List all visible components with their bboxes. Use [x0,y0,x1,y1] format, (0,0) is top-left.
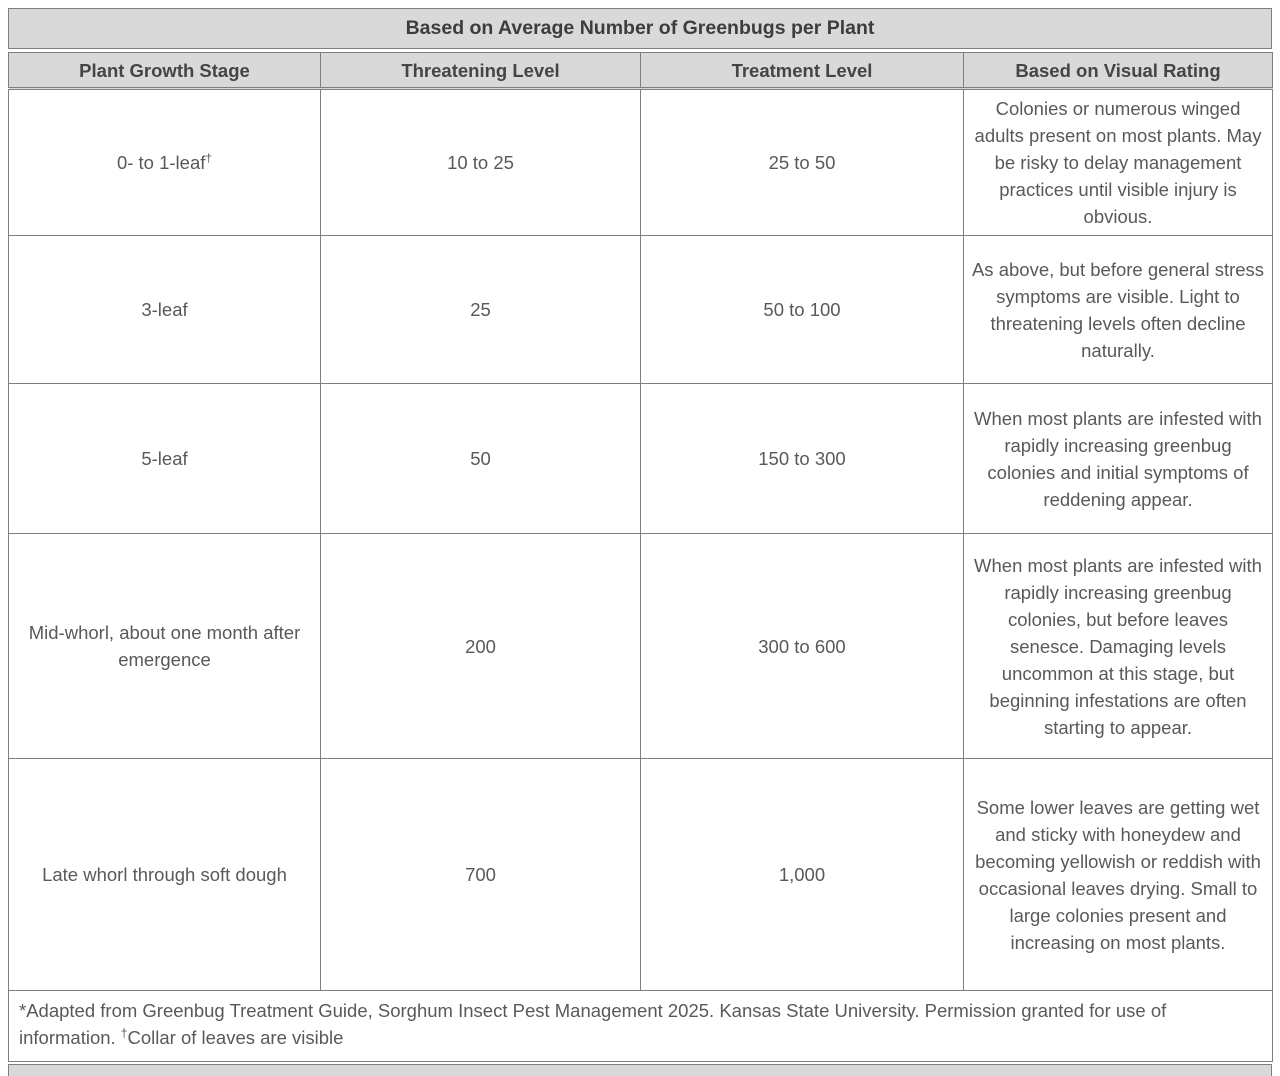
cell-stage [9,384,321,534]
dagger-mark: † [205,150,213,165]
cell-treatment-level: 150 to 300 [641,384,964,534]
cell-stage [9,89,321,236]
cell-threatening-level: 10 to 25 [321,89,641,236]
column-header-visual-rating: Based on Visual Rating [964,53,1273,89]
header-row [9,53,1273,89]
cell-visual-rating: Some lower leaves are getting wet and sticky with honeydew and becoming yellowish or reddish with occasional leaves drying. Small to large colonies present and increasing on most plants. [964,759,1273,991]
stage-text: 0- to 1-leaf [116,152,206,173]
cell-stage [9,759,321,991]
cell-threatening-level: 200 [321,534,641,759]
table-title-bar [8,8,1272,49]
table-row [9,236,1273,384]
column-header-threatening-level: Threatening Level [321,53,641,89]
table-row [9,89,1273,236]
cell-treatment-level: 50 to 100 [641,236,964,384]
footnote [9,991,1273,1062]
table-body [9,89,1273,1062]
table-row [9,534,1273,759]
stage-text: 5-leaf [141,448,188,469]
table-title: Based on Average Number of Greenbugs per Plant [405,17,875,39]
column-header-treatment-level: Treatment Level [641,53,964,89]
cell-visual-rating: Colonies or numerous winged adults present on most plants. May be risky to delay management practices until visible injury is obvious. [964,89,1273,236]
next-table-edge [8,1064,1272,1076]
cell-threatening-level: 700 [321,759,641,991]
cell-visual-rating: When most plants are infested with rapidly increasing greenbug colonies, but before leaves senesce. Damaging levels uncommon at this stage, but beginning infestations are often starting to appear. [964,534,1273,759]
cell-treatment-level: 1,000 [641,759,964,991]
cell-stage [9,236,321,384]
footnote-tail: Collar of leaves are visible [127,1027,344,1048]
table-row [9,384,1273,534]
cell-treatment-level: 25 to 50 [641,89,964,236]
greenbug-threshold-table [8,52,1273,1062]
column-header-plant-growth-stage: Plant Growth Stage [9,53,321,89]
stage-text: Mid-whorl, about one month after emergence [28,622,301,670]
stage-text: Late whorl through soft dough [42,864,287,885]
cell-threatening-level: 25 [321,236,641,384]
cell-visual-rating: When most plants are infested with rapidly increasing greenbug colonies and initial symptoms of reddening appear. [964,384,1273,534]
stage-text: 3-leaf [141,299,188,320]
cell-visual-rating: As above, but before general stress symptoms are visible. Light to threatening levels often decline naturally. [964,236,1273,384]
footnote-row [9,991,1273,1062]
footnote-main: *Adapted from Greenbug Treatment Guide, Sorghum Insect Pest Management 2025. Kansas State University. Permission granted for use of information. [19,1000,1167,1048]
cell-threatening-level: 50 [321,384,641,534]
table-header [9,53,1273,89]
dagger-mark: † [120,1025,128,1040]
cell-treatment-level: 300 to 600 [641,534,964,759]
cell-stage [9,534,321,759]
table-row [9,759,1273,991]
